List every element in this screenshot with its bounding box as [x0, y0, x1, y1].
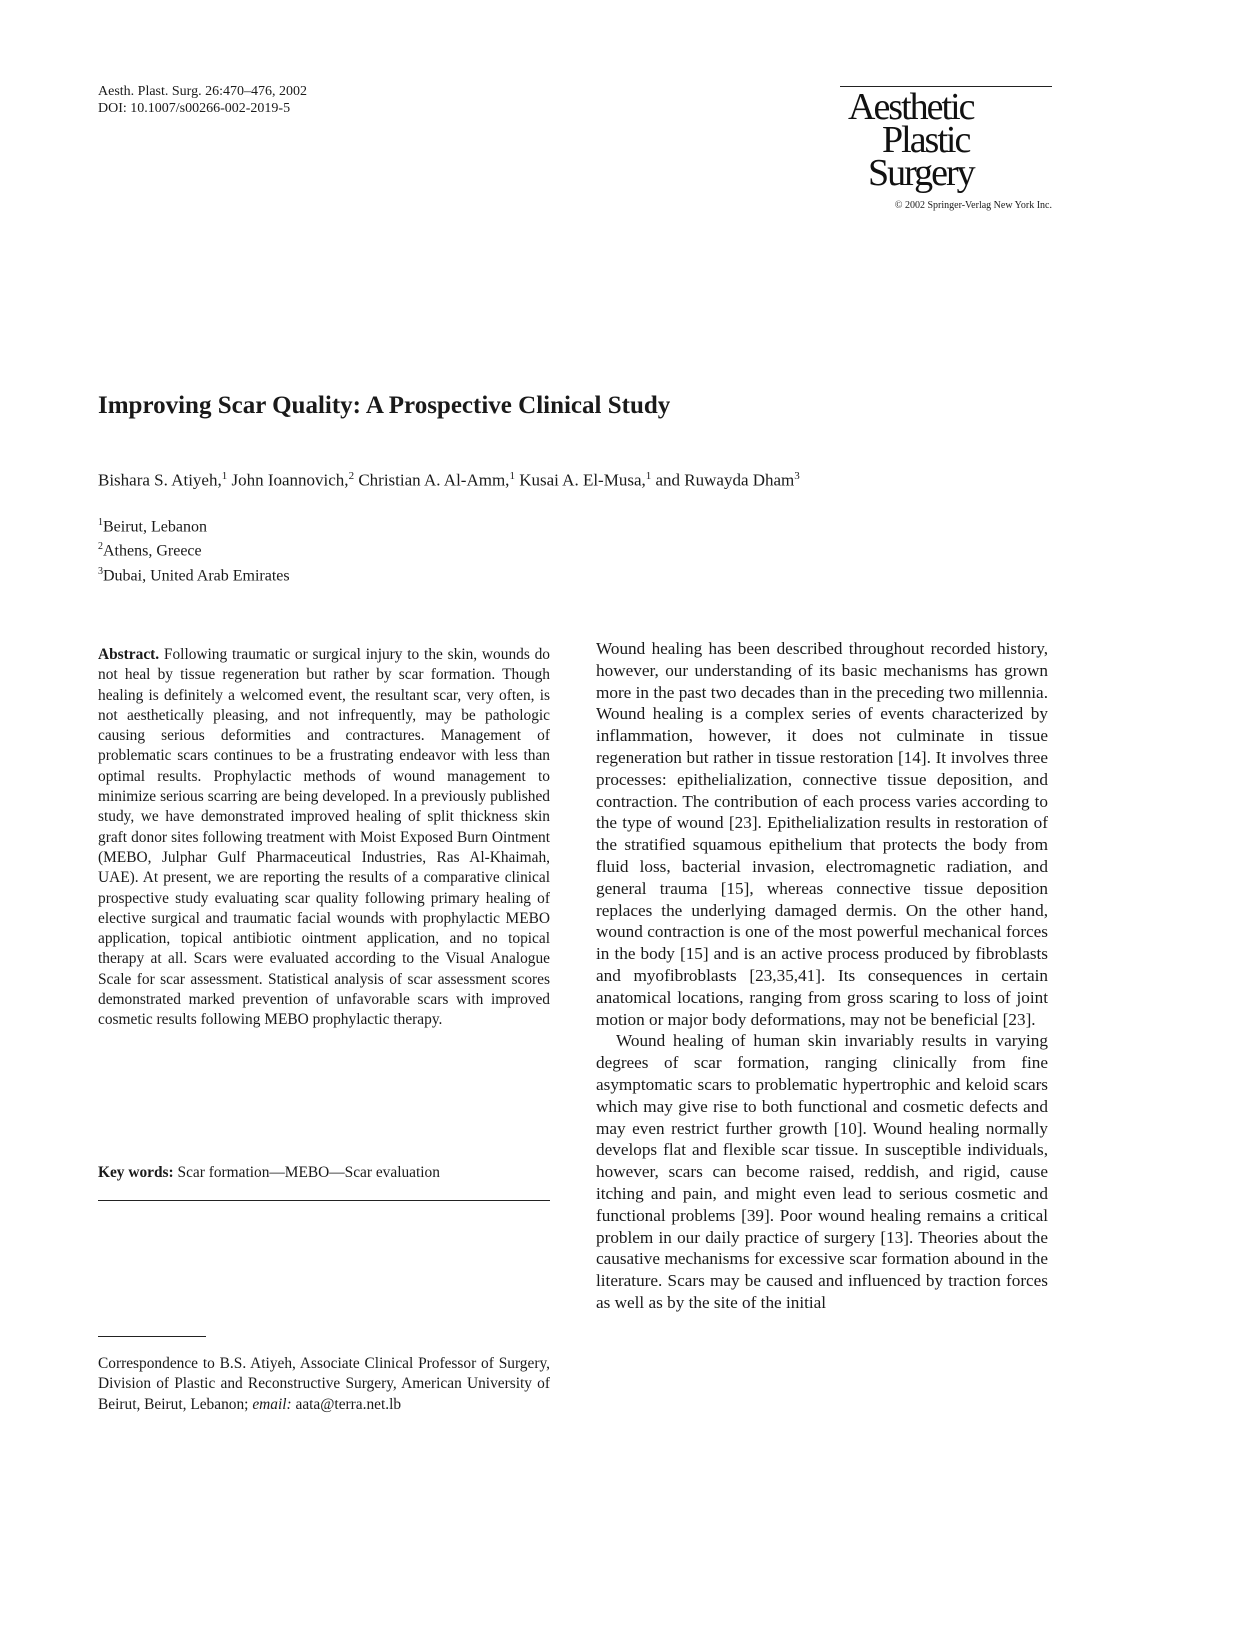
keywords [98, 1164, 550, 1182]
author-name: Kusai A. El-Musa, [514, 470, 646, 490]
author-name: and Ruwayda Dham [651, 470, 795, 490]
footnote-rule [98, 1336, 206, 1337]
affiliation [98, 513, 290, 537]
paper-title: Improving Scar Quality: A Prospective Clinical Study [98, 392, 671, 419]
affiliation-marker: 2 [348, 470, 355, 482]
correspondence-footnote [98, 1354, 550, 1415]
logo-line: Plastic [882, 119, 970, 161]
email-address: aata@terra.net.lb [291, 1395, 402, 1413]
doi-line: DOI: 10.1007/s00266-002-2019-5 [98, 101, 291, 116]
affiliation-text: Athens, Greece [103, 542, 202, 560]
body-paragraph: Wound healing of human skin invariably results in varying degrees of scar formation, ranging clinically from fine asymptomatic scars to problematic hypertrophic and keloid scars which may give rise to both functional and cosmetic defects and may even restrict further growth [10]. Wound healing normally develops flat and flexible scar tissue. In susceptible individuals, however, scars can become raised, reddish, and rigid, cause itching and pain, and might even lead to serious cosmetic and functional problems [39]. Poor wound healing remains a critical problem in our daily practice of surgery [13]. Theories about the causative mechanisms for excessive scar formation abound in the literature. Scars may be caused and influenced by traction forces as well as by the site of the initial [596, 1031, 1048, 1312]
body-text [596, 638, 1048, 1314]
journal-logo [848, 86, 1052, 194]
abstract [98, 645, 550, 1031]
section-rule [98, 1200, 550, 1201]
copyright-notice: © 2002 Springer-Verlag New York Inc. [894, 200, 1052, 211]
affiliation-number: 1 [98, 517, 103, 528]
affiliation-marker: 1 [221, 470, 228, 482]
affiliation [98, 562, 290, 586]
affiliation-marker: 3 [794, 470, 800, 482]
keywords-text: Scar formation—MEBO—Scar evaluation [173, 1164, 440, 1181]
keywords-label: Key words: [98, 1164, 174, 1181]
author-name: John Ioannovich, [227, 470, 349, 490]
affiliation-number: 3 [98, 565, 103, 577]
citation-header [98, 83, 307, 117]
logo-line: Surgery [868, 152, 974, 194]
citation-line: Aesth. Plast. Surg. 26:470–476, 2002 [98, 84, 307, 99]
affiliation-marker: 1 [645, 470, 652, 482]
correspondence-text: to B.S. Atiyeh, Associate Clinical Professor of Surgery, Division of Plastic and Reconstructive Surgery, American University of Beirut, Beirut, Lebanon; [98, 1355, 550, 1413]
abstract-text: Following traumatic or surgical injury to the skin, wounds do not heal by tissue regeneration but rather by scar formation. Though healing is definitely a welcomed event, the resultant scar, very often, is not aesthetically pleasing, and not infrequently, may be pathologic causing serious deformities and contractures. Management of problematic scars continues to be a frustrating endeavor with less than optimal results. Prophylactic methods of wound management to minimize serious scarring are being developed. In a previously published study, we have demonstrated improved healing of split thickness skin graft donor sites following treatment with Moist Exposed Burn Ointment (MEBO, Julphar Gulf Pharmaceutical Industries, Ras Al-Khaimah, UAE). At present, we are reporting the results of a comparative clinical prospective study evaluating scar quality following primary healing of elective surgical and traumatic facial wounds with prophylactic MEBO application, topical antibiotic ointment application, and no topical therapy at all. Scars were evaluated according to the Visual Analogue Scale for scar assessment. Statistical analysis of scar assessment scores demonstrated marked prevention of unfavorable scars with improved cosmetic results following MEBO prophylactic therapy. [98, 646, 550, 1029]
affiliation-text: Dubai, United Arab Emirates [103, 566, 290, 584]
author-list [98, 470, 800, 491]
author-name: Bishara S. Atiyeh, [98, 470, 222, 490]
body-paragraph: Wound healing has been described throughout recorded history, however, our understanding of its basic mechanisms has grown more in the past two decades than in the preceding two millennia. Wound healing is a complex series of events characterized by inflammation, however, it does not culminate in tissue regeneration but rather in tissue restoration [14]. It involves three processes: epithelialization, connective tissue deposition, and contraction. The contribution of each process varies according to the type of wound [23]. Epithelialization results in restoration of the stratified squamous epithelium that protects the body from fluid loss, bacterial invasion, electromagnetic radiation, and general trauma [15], whereas connective tissue deposition replaces the underlying damaged dermis. On the other hand, wound contraction is one of the most powerful mechanical forces in the body [15] and is an active process produced by fibroblasts and myofibroblasts [23,35,41]. Its consequences in certain anatomical locations, ranging from gross scaring to loss of joint motion or major body deformations, may not be beneficial [23]. [596, 639, 1048, 1029]
abstract-label: Abstract. [98, 646, 160, 663]
journal-masthead [840, 86, 1052, 211]
affiliation-marker: 1 [509, 470, 515, 482]
affiliation [98, 537, 290, 561]
author-name: Christian A. Al-Amm, [354, 470, 510, 490]
email-label: email: [252, 1395, 292, 1413]
affiliation-list [98, 513, 290, 586]
correspondence-label: Correspondence [98, 1355, 199, 1372]
affiliation-number: 2 [98, 541, 103, 553]
logo-line: Aesthetic [848, 86, 974, 128]
affiliation-text: Beirut, Lebanon [103, 518, 207, 536]
